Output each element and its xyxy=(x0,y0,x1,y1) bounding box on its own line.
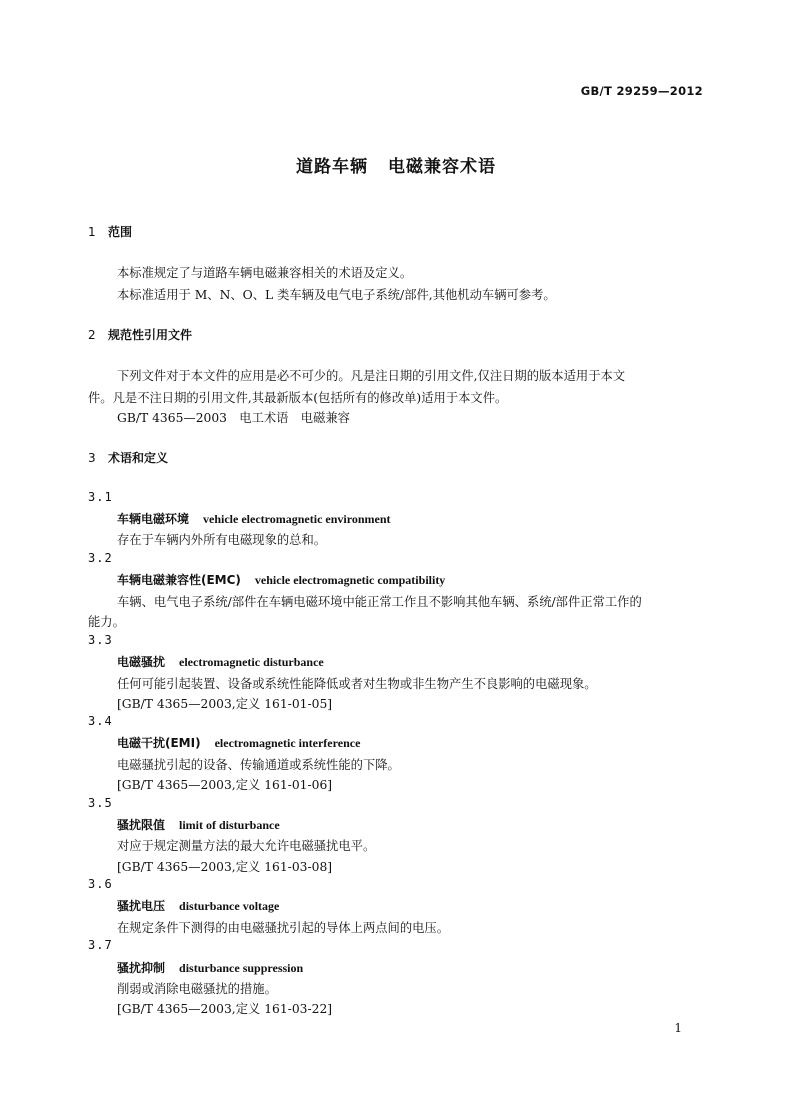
scope-paragraph-1: 本标准规定了与道路车辆电磁兼容相关的术语及定义。 xyxy=(117,266,413,280)
normative-paragraph-line-2: 件。凡是不注日期的引用文件,其最新版本(包括所有的修改单)适用于本文件。 xyxy=(88,391,508,405)
standard-number: GB/T 29259—2012 xyxy=(580,84,703,98)
normative-paragraph-line-1: 下列文件对于本文件的应用是必不可少的。凡是注日期的引用文件,仅注日期的版本适用于本文 xyxy=(117,369,626,383)
term-zh: 电磁骚扰 xyxy=(117,655,166,669)
term-number: 3.2 xyxy=(88,551,113,565)
term-en: vehicle electromagnetic environment xyxy=(203,512,391,526)
term-zh: 电磁干扰(EMI) xyxy=(117,736,201,750)
section-title: 规范性引用文件 xyxy=(108,328,193,342)
term-definition: 对应于规定测量方法的最大允许电磁骚扰电平。 xyxy=(117,839,376,853)
term-zh: 骚扰抑制 xyxy=(117,961,166,975)
section-2-heading xyxy=(88,326,192,343)
term-zh: 车辆电磁环境 xyxy=(117,512,190,526)
term-heading xyxy=(117,959,303,976)
term-heading xyxy=(117,653,324,670)
term-heading xyxy=(117,897,279,914)
term-en: disturbance suppression xyxy=(179,961,304,975)
term-definition: 存在于车辆内外所有电磁现象的总和。 xyxy=(117,533,327,547)
term-definition: 任何可能引起装置、设备或系统性能降低或者对生物或非生物产生不良影响的电磁现象。 xyxy=(117,677,597,691)
section-title: 范围 xyxy=(108,225,133,239)
term-reference: [GB/T 4365—2003,定义 161-03-22] xyxy=(117,1002,333,1016)
scope-paragraph-2: 本标准适用于 M、N、O、L 类车辆及电气电子系统/部件,其他机动车辆可参考。 xyxy=(117,288,556,302)
section-3-heading xyxy=(88,449,168,466)
term-en: electromagnetic disturbance xyxy=(179,655,324,669)
document-title xyxy=(0,152,792,177)
section-1-heading xyxy=(88,223,132,240)
section-number: 1 xyxy=(88,225,96,239)
section-title: 术语和定义 xyxy=(108,451,169,465)
term-en: vehicle electromagnetic compatibility xyxy=(254,573,446,587)
page-number: 1 xyxy=(674,1021,682,1035)
term-number: 3.7 xyxy=(88,938,113,952)
term-en: limit of disturbance xyxy=(179,818,280,832)
term-heading xyxy=(117,816,280,833)
title-part2: 电磁兼容术语 xyxy=(388,157,496,177)
term-number: 3.4 xyxy=(88,714,113,728)
term-number: 3.1 xyxy=(88,490,113,504)
term-definition-line-2: 能力。 xyxy=(88,615,125,629)
term-definition: 削弱或消除电磁骚扰的措施。 xyxy=(117,982,277,996)
term-definition: 在规定条件下测得的由电磁骚扰引起的导体上两点间的电压。 xyxy=(117,921,450,935)
term-heading xyxy=(117,510,391,527)
term-zh: 骚扰限值 xyxy=(117,818,166,832)
term-en: disturbance voltage xyxy=(179,899,280,913)
term-reference: [GB/T 4365—2003,定义 161-01-06] xyxy=(117,778,333,792)
normative-reference: GB/T 4365—2003 电工术语 电磁兼容 xyxy=(117,411,350,425)
term-definition: 电磁骚扰引起的设备、传输通道或系统性能的下降。 xyxy=(117,758,400,772)
term-number: 3.3 xyxy=(88,633,113,647)
term-zh: 车辆电磁兼容性(EMC) xyxy=(117,573,241,587)
term-reference: [GB/T 4365—2003,定义 161-01-05] xyxy=(117,697,333,711)
term-definition-line-1: 车辆、电气电子系统/部件在车辆电磁环境中能正常工作且不影响其他车辆、系统/部件正常工作的 xyxy=(117,595,642,609)
term-heading xyxy=(117,571,445,588)
term-heading xyxy=(117,734,360,751)
section-number: 2 xyxy=(88,328,96,342)
term-zh: 骚扰电压 xyxy=(117,899,166,913)
term-number: 3.5 xyxy=(88,796,113,810)
term-reference: [GB/T 4365—2003,定义 161-03-08] xyxy=(117,860,333,874)
title-part1: 道路车辆 xyxy=(296,157,368,177)
term-number: 3.6 xyxy=(88,877,113,891)
section-number: 3 xyxy=(88,451,96,465)
term-en: electromagnetic interference xyxy=(214,736,361,750)
